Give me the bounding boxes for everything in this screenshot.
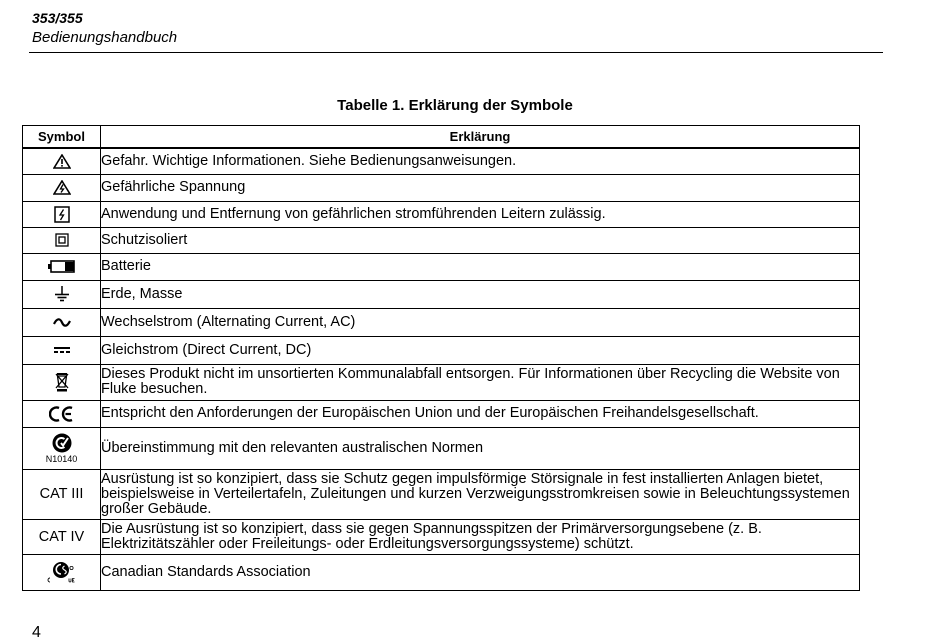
warning-triangle-icon [53, 154, 71, 169]
table-caption: Tabelle 1. Erklärung der Symbole [337, 97, 573, 114]
table-row [23, 554, 860, 590]
explanation-cell: Übereinstimmung mit den relevanten australischen Normen [101, 427, 860, 469]
manual-model: 353/355 [32, 10, 83, 26]
table-row [23, 400, 860, 427]
symbol-cell [23, 148, 101, 174]
symbol-cell [23, 174, 101, 201]
explanation-cell: Gefahr. Wichtige Informationen. Siehe Bedienungsanweisungen. [101, 148, 860, 174]
explanation-cell: Dieses Produkt nicht im unsortierten Kommunalabfall entsorgen. Für Informationen über Recycling die Website von Fluke besuchen. [101, 364, 860, 400]
table-row [23, 227, 860, 253]
explanation-cell: Gleichstrom (Direct Current, DC) [101, 336, 860, 364]
explanation-cell: Ausrüstung ist so konzipiert, dass sie Schutz gegen impulsförmige Störsignale in fest installierten Anlagen bietet, beispielsweise in Verteilertafeln, Zuleitungen und kurzen Verzweigungsstromkreisen sowie in Beleuchtungssystemen großer Gebäude. [101, 469, 860, 519]
table-row [23, 280, 860, 308]
manual-title: Bedienungshandbuch [32, 29, 178, 46]
explanation-cell: Wechselstrom (Alternating Current, AC) [101, 308, 860, 336]
live-conductor-icon [54, 206, 70, 223]
table-row [23, 148, 860, 174]
explanation-cell: Gefährliche Spannung [101, 174, 860, 201]
ce-mark-icon [49, 406, 75, 422]
table-row [23, 364, 860, 400]
symbol-cell [23, 201, 101, 227]
table-row [23, 308, 860, 336]
table-row [23, 336, 860, 364]
weee-bin-icon [55, 372, 69, 392]
explanation-cell: Anwendung und Entfernung von gefährlichen stromführenden Leitern zulässig. [101, 201, 860, 227]
csa-mark-icon [47, 560, 77, 584]
table-row [23, 174, 860, 201]
ground-icon [54, 285, 70, 303]
explanation-cell: Die Ausrüstung ist so konzipiert, dass sie gegen Spannungsspitzen der Primärversorgungsebene (z. B. Elektrizitätszähler oder Freileitungs- oder Erdleitungsversorgungssysteme) schützt. [101, 519, 860, 554]
double-insulation-icon [55, 233, 69, 247]
symbol-cell [23, 427, 101, 469]
column-header-explanation: Erklärung [101, 126, 860, 149]
hazardous-voltage-icon [53, 180, 71, 195]
page-number: 4 [32, 624, 41, 641]
table-row [23, 469, 860, 519]
battery-icon [48, 260, 75, 273]
explanation-cell: Schutzisoliert [101, 227, 860, 253]
table-header-row [23, 126, 860, 149]
table-row [23, 519, 860, 554]
symbol-table [22, 125, 860, 591]
symbol-cell [23, 336, 101, 364]
cat-iv-symbol: CAT IV [23, 519, 101, 554]
table-row [23, 253, 860, 280]
dc-icon [53, 346, 71, 354]
explanation-cell: Batterie [101, 253, 860, 280]
explanation-cell: Erde, Masse [101, 280, 860, 308]
symbol-cell [23, 554, 101, 590]
symbol-cell [23, 280, 101, 308]
table-row [23, 201, 860, 227]
explanation-cell: Entspricht den Anforderungen der Europäischen Union und der Europäischen Freihandelsgesellschaft. [101, 400, 860, 427]
symbol-cell [23, 308, 101, 336]
header-rule [29, 52, 883, 53]
explanation-cell: Canadian Standards Association [101, 554, 860, 590]
symbol-cell [23, 364, 101, 400]
cat-iii-symbol: CAT III [23, 469, 101, 519]
symbol-cell [23, 227, 101, 253]
column-header-symbol: Symbol [23, 126, 101, 149]
c-tick-icon [52, 433, 72, 453]
table-row [23, 427, 860, 469]
symbol-cell [23, 253, 101, 280]
symbol-cell [23, 400, 101, 427]
c-tick-code: N10140 [45, 453, 78, 464]
ac-icon [53, 318, 71, 327]
